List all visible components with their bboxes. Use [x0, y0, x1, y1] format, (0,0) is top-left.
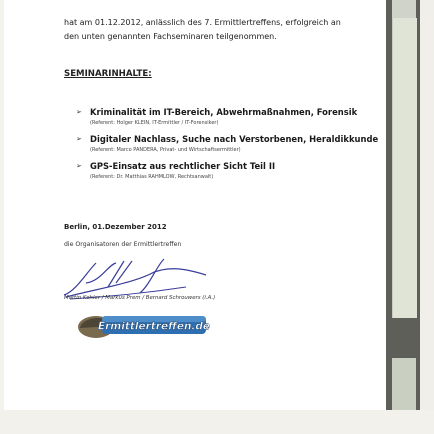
intro-text — [64, 16, 364, 44]
seminar-referent: (Referent: Holger KLEIN, IT-Ermittler / IT-Forensiker) — [90, 120, 219, 126]
seminar-item — [76, 160, 386, 182]
scan-margin — [0, 410, 434, 434]
seminar-referent: (Referent: Marco PANDERA, Privat- und Wirtschaftsermittler) — [90, 147, 241, 153]
band-segment — [392, 18, 417, 318]
ermittlertreffen-logo — [74, 308, 214, 342]
seminar-title: Digitaler Nachlass, Suche nach Verstorbenen, Heraldikkunde — [90, 134, 379, 144]
section-heading: SEMINARINHALTE: — [64, 69, 152, 79]
certificate-page — [4, 0, 387, 434]
bullet-arrow-icon: ➢ — [76, 108, 82, 116]
bullet-arrow-icon: ➢ — [76, 135, 82, 143]
place-date: Berlin, 01.Dezember 2012 — [64, 223, 167, 231]
seminar-referent: (Referent: Dr. Matthias RAHMLOW, Rechtsanwalt) — [90, 174, 214, 180]
scan-margin — [420, 0, 434, 434]
band-segment — [392, 358, 416, 410]
intro-line: den unten genannten Fachseminaren teilgenommen. — [64, 32, 277, 41]
signers-line: Martin Kohler / Markus Prem / Bernard Schrouwers (i.A.) — [64, 295, 216, 301]
seminar-item — [76, 106, 386, 128]
seminar-title: Kriminalität im IT-Bereich, Abwehrmaßnahmen, Forensik — [90, 107, 358, 117]
seminar-title: GPS-Einsatz aus rechtlicher Sicht Teil II — [90, 161, 276, 171]
logo-wordmark: Ermittlertreffen.de — [97, 320, 211, 333]
seminar-list — [76, 106, 386, 187]
organizers-line: die Organisatoren der Ermittlertreffen — [64, 241, 182, 248]
band-segment — [392, 0, 416, 18]
intro-line: hat am 01.12.2012, anlässlich des 7. Ermittlertreffens, erfolgreich an — [64, 18, 341, 27]
seminar-item — [76, 133, 386, 155]
bullet-arrow-icon: ➢ — [76, 162, 82, 170]
